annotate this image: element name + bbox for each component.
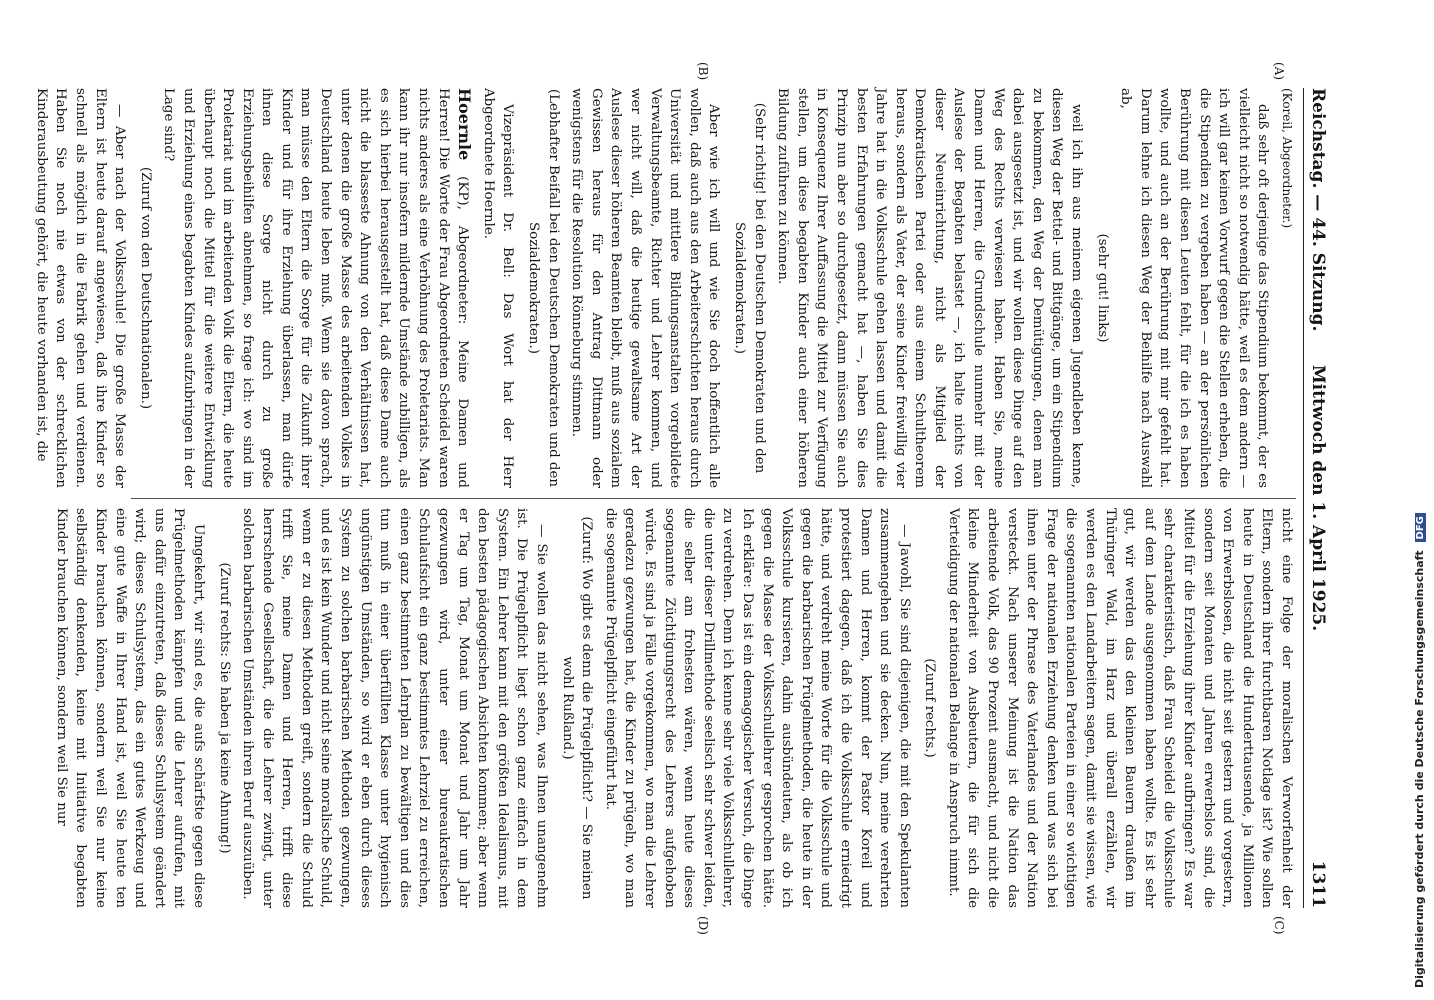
right-column: [53, 508, 1296, 908]
margin-letter-a: (A): [1272, 62, 1286, 81]
paragraph: — Jawohl, Sie sind diejenigen, die mit den Spekulanten zusammengehen und sie decken. Nun, meine verehrten Damen und Herren, kommt der Pastor Koreil und protestiert dagegen, daß ich die Volksschule erniedrigt hätte, und verdreht meine Worte für die Volksschule und gegen die barbarischen Prügelmethoden, die heute in der Volksschule kursieren, dahin ausbündeuten, als ob ich gegen die Masse der Volksschullehrer gesprochen hätte. Ich erkläre: Das ist ein demagogischer Versuch, die Dinge zu verdrehen. Denn ich kenne sehr viele Volksschullehrer, die unter dieser Drillmethode seelisch sehr schwer leiden, die selber am frohesten wären, wenn heute dieses sogenannte Züchtigungsrecht des Lehrers aufgehoben würde. Es sind ja Fälle vorgekommen, wo man die Lehrer geradezu gezwungen hat, die Kinder zu prügeln, wo man die sogenannte Prügelpflicht eingeführt hat.: [602, 508, 912, 908]
interjection: (Zuruf: Wo gibt es denn die Prügelpflicht? — Sie meinen wohl Rußland.): [559, 516, 595, 900]
dfg-logo: DFG: [1415, 513, 1426, 542]
speech-start: Hoernle (KP), Abgeordneter: Meine Damen und Herren! Die Worte der Frau Abgeordneten Scheidel waren nichts anderes als eine Verhöhnung des Proletariats. Man kann ihr nur insofern mildernde Umstände zubilligen, als es sich hierbei herausgestellt hat, daß diese Dame auch nicht die blasseste Ahnung von den Verhältnissen hat, unter denen die große Masse des arbeitenden Volkes in Deutschland heute leben muß. Wenn sie davon sprach, man müsse den Eltern die Sorge für die Zukunft ihrer Kinder und für ihre Erziehung überlassen, man dürfe ihnen diese Sorge nicht durch zu große Erziehungsbeihilfen abnehmen, so frage ich: wo sind im Proletariat und im arbeitenden Volk die Eltern, die heute überhaupt noch die Mittel für die weitere Entwicklung und Erziehung eines begabten Kindes aufzubringen in der Lage sind?: [161, 88, 475, 488]
rotated-document-page: [33, 62, 1330, 935]
interjection: (Zuruf rechts: Sie haben ja keine Ahnung!): [216, 562, 232, 854]
left-column: [33, 88, 1296, 488]
paragraph: nicht eine Folge der moralischen Verworfenheit der Eltern, sondern ihrer furchtbaren Notlage ist? Wie sollen heute in Deutschland die Hunderttausende, ja Millionen von Erwerbslosen, die nicht seit gestern und vorgestern, sondern seit Monaten und Jahren erwerbslos sind, die Mittel für die Erziehung ihrer Kinder aufbringen? Es war sehr charakteristisch, daß Frau Scheidel die Volksschule auf dem Lande ausgenommen haben wollte. Es ist sehr gut, wir werden das den kleinen Bauern draußen im Thüringer Wald, im Harz und überall erzählen, wir werden es den Landarbeitern sagen, damit sie wissen, wie die sogenannten nationalen Parteien in einer so wichtigen Frage der nationalen Erziehung denken und was sich bei ihnen unter der Phrase des Vaterlandes und der Nation versteckt. Nach unserer Meinung ist die Nation das arbeitende Volk, das 90 Prozent ausmacht, und nicht die kleine Minderheit von Ausbeutern, die für sich die Verteidigung der nationalen Belange in Anspruch nimmt.: [945, 508, 1294, 908]
interjection: (Sehr richtig! bei den Deutschen Demokraten und den Sozialdemokraten.): [731, 102, 767, 474]
paragraph: weil ich ihn aus meinem eigenen Jugendleben kenne, diesen Weg der Bettel- und Bittgänge, um ein Stipendium zu bekommen, den Weg der Demütigungen, denen man dabei ausgesetzt ist, und wir wollen diese Dinge auf den Weg des Rechts verwiesen haben. Haben Sie, meine Damen und Herren, die Grundschule nunmehr mit der Auslese der Begabten belastet —, ich halte nichts von dieser Neueinrichtung, nicht als Mitglied der Demokratischen Partei oder aus einem Schultheorem heraus, sondern als Vater, der seine Kinder freiwillig vier Jahre hat in die Volksschule gehen lassen und damit die besten Erfahrungen gemacht hat —, haben Sie dies Prinzip nun aber so durchgesetzt, dann müssen Sie auch in Konsequenz Ihrer Auffassung die Mittel zur Verfügung stellen, um diese begabten Kinder auch einer höheren Bildung zuführen zu können.: [775, 88, 1085, 488]
credit-text: Digitalisierung gefördert durch die Deutsche Forschungsgemeinschaft: [1413, 550, 1426, 988]
interjection: (Zuruf rechts.): [922, 658, 938, 758]
interjection: (Zuruf von den Deutschnationalen.): [137, 166, 153, 410]
interjection: (sehr gut! links): [1094, 233, 1110, 343]
top-speaker: (Koreil, Abgeordneter.): [1280, 88, 1294, 229]
digitization-credit: [1413, 513, 1426, 988]
page-number: 1311: [1308, 860, 1328, 908]
running-head: [1303, 88, 1330, 908]
margin-letter-b: (B): [696, 62, 710, 81]
paragraph: — Aber nach der Volksschule! Die große Masse der Eltern ist heute darauf angewiesen, daß ihre Kinder so schnell als möglich in die Fabrik gehen und verdienen. Haben Sie noch nie etwas von der schrecklichen Kinderausbeutung gehört, die heute vorhanden ist, die: [33, 88, 128, 488]
paragraph: daß sehr oft derjenige das Stipendium bekommt, der es vielleicht nicht so notwendig hätte, weil es dem andern — ich will gar keinen Vorwurf gegen die Stellen erheben, die die Stipendien zu vergeben haben — an der persönlichen Berührung mit diesen Leuten fehlt, für die ich es haben wollte, und auch an der Berührung mit mir gefehlt hat. Darum lehne ich diesen Weg der Beihilfe nach Auswahl ab,: [1118, 88, 1271, 488]
interjection: (Lebhafter Beifall bei den Deutschen Demokraten und den Sozialdemokraten.): [526, 88, 561, 488]
margin-letter-c: (C): [1272, 916, 1286, 935]
column-divider: [131, 498, 1296, 499]
margin-letter-d: (D): [696, 916, 710, 935]
header-left: Reichstag. — 44. Sitzung.: [1308, 88, 1328, 332]
paragraph: Vizepräsident Dr. Bell: Das Wort hat der Herr Abgeordnete Hoernle.: [480, 88, 516, 488]
header-date: Mittwoch den 1. April 1925.: [1308, 364, 1328, 632]
speaker-name: Hoernle: [455, 88, 475, 161]
paragraph: Aber wie ich will und wie Sie doch hoffentlich alle wollen, daß auch aus den Arbeiterschichten heraus durch Universität und mittlere Bildungsanstalten vorgebildete Verwaltungsbeamte, Richter und Lehrer kommen, und wer nicht will, daß die heutige gewaltsame Art der Auslese dieser höheren Beamten bleibt, muß aus sozialem Gewissen heraus für den Antrag Dittmann oder wenigstens für die Resolution Rönneburg stimmen.: [569, 88, 722, 488]
paragraph: Umgekehrt, wir sind es, die aufs schärfste gegen diese Prügelmethoden kämpfen und die Lehrer aufrufen, mit uns dafür einzutreten, daß dieses Schulsystem geändert wird; dieses Schulsystem, das ein gutes Werkzeug und eine gute Waffe in Ihrer Hand ist, weil Sie heute ten Kinder brauchen können, sondern weil Sie nur keine selbständig denkenden, keine mit Initiative begabten Kinder brauchen können, sondern weil Sie nur: [53, 508, 206, 908]
paragraph: — Sie wollen das nicht sehen, was Ihnen unangenehm ist. Die Prügelpflicht liegt schon ganz einfach in dem System. Ein Lehrer kann mit den größten Idealismus, mit den besten pädagogischen Absichten kommen; aber wenn er Tag um Tag, Monat um Monat und Jahr um Jahr gezwungen wird, unter einer bureaukratischen Schulaufsicht ein ganz bestimmtes Lehrziel zu erreichen, einen ganz bestimmten Lehrplan zu bewältigen und dies tun muß in einer überfüllten Klasse unter hygienisch ungünstigen Umständen, so wird er eben durch dieses System zu solchen barbarischen Methoden gezwungen, und es ist kein Wunder und nicht seine moralische Schuld, wenn er zu diesen Methoden greift, sondern die Schuld trifft Sie, meine Damen und Herren, trifft diese herrschende Gesellschaft, die die Lehrer zwingt, unter solchen barbarischen Umständen ihren Beruf auszuüben.: [240, 508, 550, 908]
